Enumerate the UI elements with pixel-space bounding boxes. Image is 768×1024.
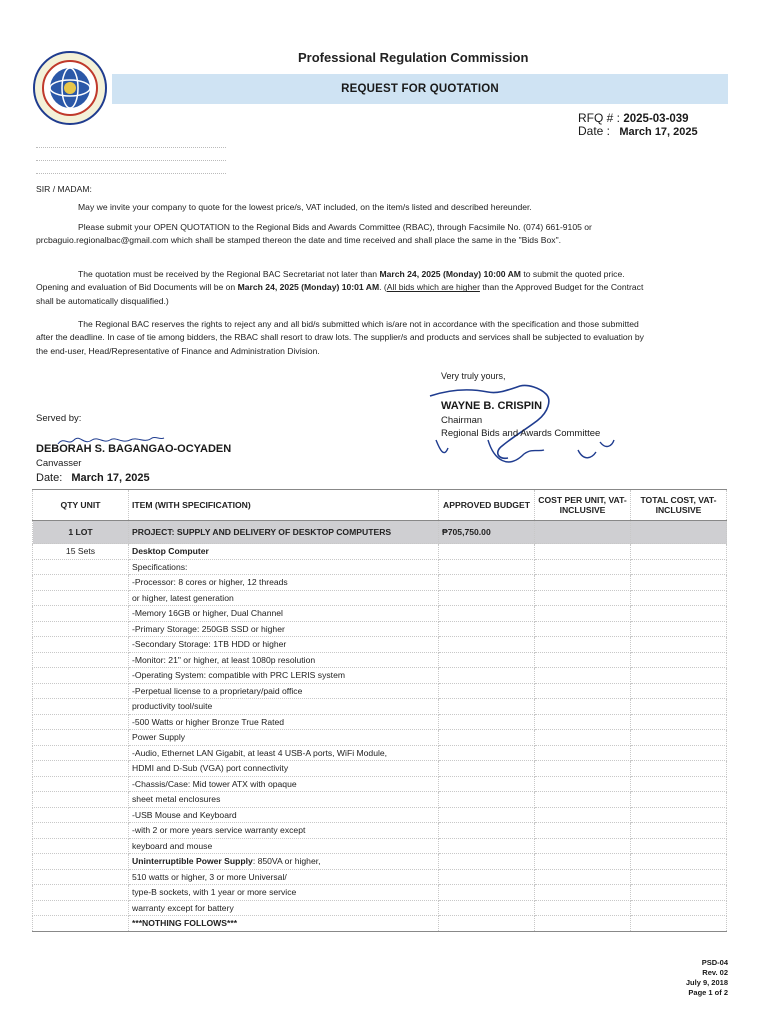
chairman-title: Chairman <box>441 415 483 426</box>
row-cost-per-unit <box>535 699 631 715</box>
row-item: -Primary Storage: 250GB SSD or higher <box>129 621 439 637</box>
table-row <box>33 885 727 901</box>
row-cost-per-unit <box>535 637 631 653</box>
row-total-cost <box>631 776 727 792</box>
table-row <box>33 714 727 730</box>
table-row <box>33 544 727 560</box>
row-cost-per-unit <box>535 916 631 932</box>
row-cost-per-unit <box>535 590 631 606</box>
row-qty <box>33 854 129 870</box>
row-cost-per-unit <box>535 745 631 761</box>
col-approved-budget: APPROVED BUDGET <box>439 490 535 521</box>
addressee-line <box>36 147 226 148</box>
row-qty <box>33 590 129 606</box>
row-budget <box>439 606 535 622</box>
canvasser-title: Canvasser <box>36 458 82 469</box>
row-budget <box>439 637 535 653</box>
row-total-cost <box>631 745 727 761</box>
chairman-name: WAYNE B. CRISPIN <box>441 400 543 412</box>
row-total-cost <box>631 544 727 560</box>
served-date-value: March 17, 2025 <box>71 472 150 484</box>
quotation-table <box>32 489 727 932</box>
form-footer <box>686 958 728 998</box>
page-number: Page 1 of 2 <box>688 988 728 997</box>
row-qty <box>33 761 129 777</box>
row-item <box>129 854 439 870</box>
row-cost-per-unit <box>535 869 631 885</box>
row-total-cost <box>631 637 727 653</box>
row-total-cost <box>631 714 727 730</box>
row-item-bold: Uninterruptible Power Supply <box>132 856 253 867</box>
table-row <box>33 621 727 637</box>
table-row <box>33 652 727 668</box>
row-item: -with 2 or more years service warranty except <box>129 823 439 839</box>
row-budget <box>439 575 535 591</box>
row-total-cost <box>631 792 727 808</box>
row-item: keyboard and mouse <box>129 838 439 854</box>
row-budget <box>439 699 535 715</box>
paragraph-invitation: May we invite your company to quote for the lowest price/s, VAT included, on the item/s listed and described hereunder. <box>78 202 532 212</box>
row-total-cost <box>631 683 727 699</box>
table-row <box>33 668 727 684</box>
row-qty <box>33 606 129 622</box>
form-revision: Rev. 02 <box>702 968 728 977</box>
row-item: 510 watts or higher, 3 or more Universal/ <box>129 869 439 885</box>
row-cost-per-unit <box>535 683 631 699</box>
row-total-cost <box>631 575 727 591</box>
table-row <box>33 730 727 746</box>
row-item-text: : 850VA or higher, <box>252 856 321 867</box>
table-row <box>33 792 727 808</box>
row-total-cost <box>631 823 727 839</box>
rfq-date <box>578 124 698 138</box>
paragraph-reservation: The Regional BAC reserves the rights to reject any and all bid/s submitted which is/are not in accordance with the specification and those submitted after the deadline. In case of tie among bidders, the RBAC shall resort to draw lots. The supplier/s and products and services shall be subjected to evaluation by the end-user, Head/Representative of Finance and Administration Division. <box>36 319 644 356</box>
row-total-cost <box>631 652 727 668</box>
row-item: -500 Watts or higher Bronze True Rated <box>129 714 439 730</box>
row-cost-per-unit <box>535 776 631 792</box>
row-item: Specifications: <box>129 559 439 575</box>
row-total-cost <box>631 606 727 622</box>
row-item: -Secondary Storage: 1TB HDD or higher <box>129 637 439 653</box>
row-item: -USB Mouse and Keyboard <box>129 807 439 823</box>
paragraph-submission: Please submit your OPEN QUOTATION to the Regional Bids and Awards Committee (RBAC), through Facsimile No. (074) 661-9105 or prcbaguio.regionalbac@gmail.com which shall be stamped thereon the date and time received and shall place the same in the "Bids Box". <box>36 222 592 246</box>
row-qty <box>33 792 129 808</box>
table-header-row <box>33 490 727 521</box>
row-budget <box>439 869 535 885</box>
row-qty <box>33 559 129 575</box>
row-qty <box>33 745 129 761</box>
row-cost-per-unit <box>535 575 631 591</box>
row-budget <box>439 885 535 901</box>
row-budget <box>439 916 535 932</box>
row-item: -Chassis/Case: Mid tower ATX with opaque <box>129 776 439 792</box>
row-total-cost <box>631 730 727 746</box>
row-qty <box>33 699 129 715</box>
project-qty: 1 LOT <box>33 521 129 544</box>
row-cost-per-unit <box>535 823 631 839</box>
form-number: PSD-04 <box>701 958 728 967</box>
salutation: SIR / MADAM: <box>36 184 92 194</box>
table-row <box>33 916 727 932</box>
rfq-title-band <box>112 74 728 104</box>
project-budget: ₱705,750.00 <box>439 521 535 544</box>
col-total-cost: TOTAL COST, VAT-INCLUSIVE <box>631 490 727 521</box>
row-total-cost <box>631 559 727 575</box>
row-cost-per-unit <box>535 668 631 684</box>
row-qty <box>33 730 129 746</box>
rfq-date-value: March 17, 2025 <box>619 126 698 138</box>
row-cost-per-unit <box>535 761 631 777</box>
row-qty <box>33 900 129 916</box>
row-cost-per-unit <box>535 714 631 730</box>
rfq-date-label: Date : <box>578 124 611 138</box>
row-total-cost <box>631 807 727 823</box>
table-row <box>33 606 727 622</box>
row-qty <box>33 637 129 653</box>
row-total-cost <box>631 869 727 885</box>
row-budget <box>439 668 535 684</box>
row-budget <box>439 683 535 699</box>
rfq-number <box>578 111 689 125</box>
row-qty <box>33 668 129 684</box>
table-row <box>33 683 727 699</box>
row-item: -Processor: 8 cores or higher, 12 threads <box>129 575 439 591</box>
table-row <box>33 823 727 839</box>
row-item: sheet metal enclosures <box>129 792 439 808</box>
row-budget <box>439 590 535 606</box>
row-budget <box>439 776 535 792</box>
row-item: Power Supply <box>129 730 439 746</box>
row-cost-per-unit <box>535 854 631 870</box>
row-item: -Memory 16GB or higher, Dual Channel <box>129 606 439 622</box>
row-item: or higher, latest generation <box>129 590 439 606</box>
row-item: Desktop Computer <box>129 544 439 560</box>
row-qty <box>33 885 129 901</box>
chairman-committee: Regional Bids and Awards Committee <box>441 428 601 439</box>
row-budget <box>439 621 535 637</box>
row-item: -Monitor: 21" or higher, at least 1080p resolution <box>129 652 439 668</box>
col-item: ITEM (WITH SPECIFICATION) <box>129 490 439 521</box>
form-revision-date: July 9, 2018 <box>685 978 728 987</box>
row-qty: 15 Sets <box>33 544 129 560</box>
row-cost-per-unit <box>535 652 631 668</box>
row-qty <box>33 714 129 730</box>
row-qty <box>33 916 129 932</box>
row-item-bold: ***NOTHING FOLLOWS*** <box>132 918 238 929</box>
row-cost-per-unit <box>535 559 631 575</box>
row-budget <box>439 745 535 761</box>
rfq-number-value: 2025-03-039 <box>623 113 689 125</box>
row-budget <box>439 807 535 823</box>
row-budget <box>439 838 535 854</box>
row-total-cost <box>631 621 727 637</box>
row-budget <box>439 544 535 560</box>
row-qty <box>33 683 129 699</box>
row-qty <box>33 807 129 823</box>
row-item: -Audio, Ethernet LAN Gigabit, at least 4 USB-A ports, WiFi Module, <box>129 745 439 761</box>
rfq-title: REQUEST FOR QUOTATION <box>341 83 499 95</box>
table-row <box>33 699 727 715</box>
row-budget <box>439 792 535 808</box>
row-cost-per-unit <box>535 621 631 637</box>
row-total-cost <box>631 885 727 901</box>
project-row <box>33 521 727 544</box>
project-cost-per-unit <box>535 521 631 544</box>
row-item: productivity tool/suite <box>129 699 439 715</box>
row-item: -Operating System: compatible with PRC LERIS system <box>129 668 439 684</box>
served-date <box>36 472 150 484</box>
closing: Very truly yours, <box>441 371 506 381</box>
addressee-line <box>36 160 226 161</box>
row-item: type-B sockets, with 1 year or more service <box>129 885 439 901</box>
row-item: HDMI and D-Sub (VGA) port connectivity <box>129 761 439 777</box>
row-cost-per-unit <box>535 838 631 854</box>
served-date-label: Date: <box>36 472 63 484</box>
table-row <box>33 761 727 777</box>
row-total-cost <box>631 699 727 715</box>
table-row <box>33 575 727 591</box>
row-item <box>129 916 439 932</box>
row-total-cost <box>631 668 727 684</box>
row-qty <box>33 869 129 885</box>
served-by-label: Served by: <box>36 413 82 424</box>
table-row <box>33 745 727 761</box>
table-row <box>33 869 727 885</box>
table-row <box>33 807 727 823</box>
row-total-cost <box>631 838 727 854</box>
row-cost-per-unit <box>535 544 631 560</box>
table-row <box>33 900 727 916</box>
table-row <box>33 590 727 606</box>
row-total-cost <box>631 761 727 777</box>
rfq-number-label: RFQ # : <box>578 111 621 125</box>
row-cost-per-unit <box>535 885 631 901</box>
addressee-line <box>36 173 226 174</box>
row-qty <box>33 838 129 854</box>
row-budget <box>439 823 535 839</box>
row-item: -Perpetual license to a proprietary/paid office <box>129 683 439 699</box>
row-item: warranty except for battery <box>129 900 439 916</box>
row-qty <box>33 823 129 839</box>
row-cost-per-unit <box>535 900 631 916</box>
project-total-cost <box>631 521 727 544</box>
table-row <box>33 854 727 870</box>
canvasser-name: DEBORAH S. BAGANGAO-OCYADEN <box>36 443 232 455</box>
prc-seal-logo <box>32 50 108 126</box>
col-qty-unit: QTY UNIT <box>33 490 129 521</box>
row-budget <box>439 761 535 777</box>
row-budget <box>439 714 535 730</box>
org-title: Professional Regulation Commission <box>298 50 529 65</box>
row-budget <box>439 652 535 668</box>
row-qty <box>33 776 129 792</box>
table-row <box>33 559 727 575</box>
row-total-cost <box>631 916 727 932</box>
row-budget <box>439 730 535 746</box>
row-cost-per-unit <box>535 606 631 622</box>
paragraph-deadline: The quotation must be received by the Regional BAC Secretariat not later than March 24, 2025 (Monday) 10:00 AM to submit the quoted price. Opening and evaluation of Bid Documents will be on March 24, 2025 (Monday) 10:01 AM. (All bids which are higher than the Approved Budget for the Contract shall be automatically disqualified.) <box>36 269 644 306</box>
table-row <box>33 637 727 653</box>
row-total-cost <box>631 590 727 606</box>
project-item: PROJECT: SUPPLY AND DELIVERY OF DESKTOP COMPUTERS <box>129 521 439 544</box>
row-qty <box>33 652 129 668</box>
row-qty <box>33 575 129 591</box>
row-budget <box>439 900 535 916</box>
row-total-cost <box>631 900 727 916</box>
row-cost-per-unit <box>535 730 631 746</box>
row-budget <box>439 559 535 575</box>
row-budget <box>439 854 535 870</box>
table-row <box>33 776 727 792</box>
table-row <box>33 838 727 854</box>
row-cost-per-unit <box>535 807 631 823</box>
row-cost-per-unit <box>535 792 631 808</box>
row-qty <box>33 621 129 637</box>
row-total-cost <box>631 854 727 870</box>
col-cost-per-unit: COST PER UNIT, VAT-INCLUSIVE <box>535 490 631 521</box>
